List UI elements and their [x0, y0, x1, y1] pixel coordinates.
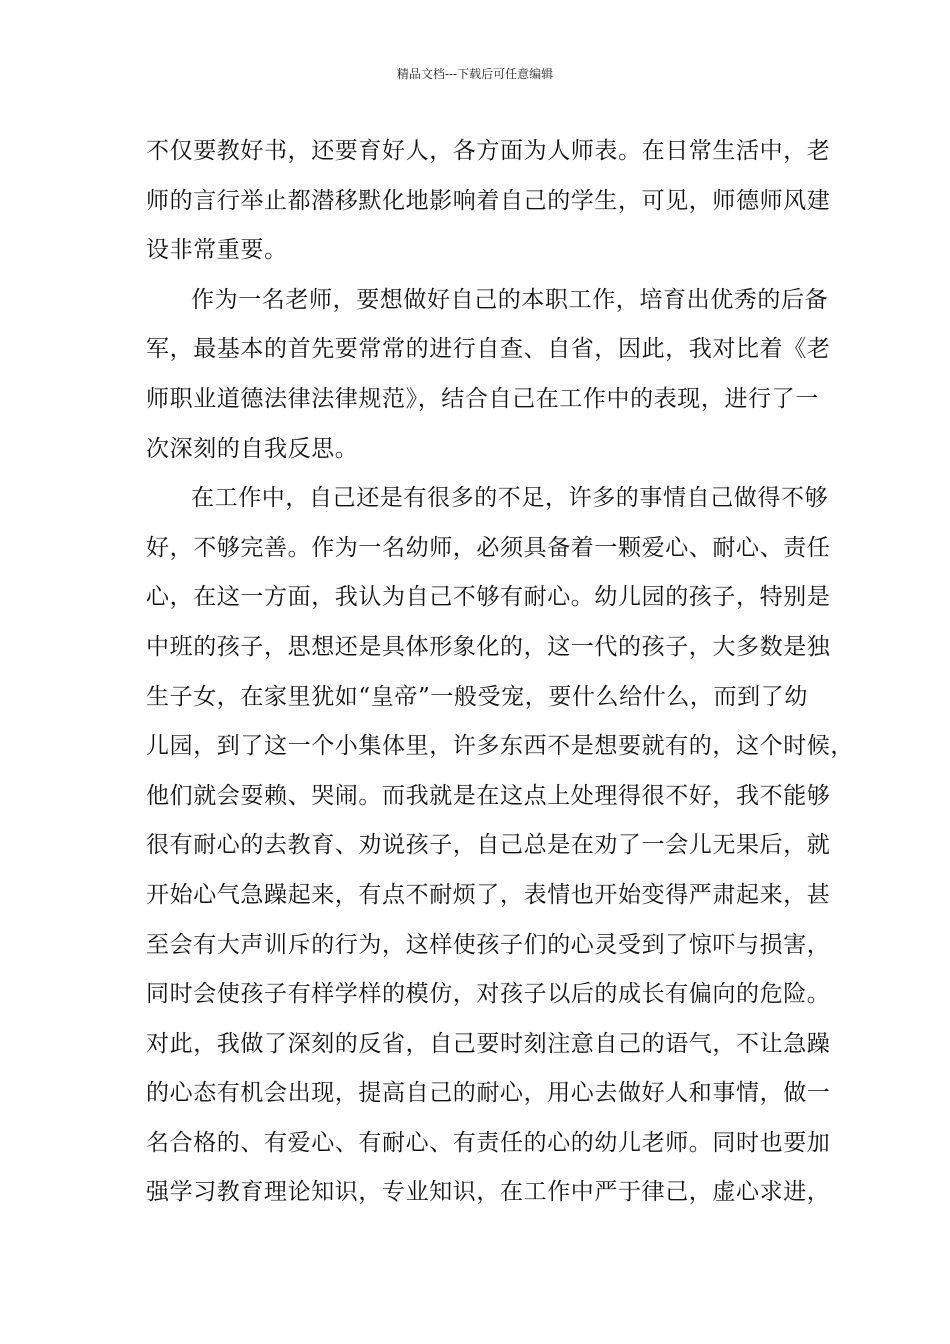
text-line: 的心态有机会出现，提高自己的耐心，用心去做好人和事情，做一 — [146, 1080, 831, 1107]
text-line: 师的言行举止都潜移默化地影响着自己的学生，可见，师德师风建 — [146, 187, 831, 214]
text-line: 儿园，到了这一个小集体里，许多东西不是想要就有的，这个时候， — [146, 733, 854, 760]
text-line: 设非常重要。 — [146, 237, 288, 264]
body-text — [146, 127, 854, 1218]
text-line: 对此，我做了深刻的反省，自己要时刻注意自己的语气，不让急躁 — [146, 1030, 831, 1057]
text-line: 次深刻的自我反思。 — [146, 435, 359, 462]
text-line: 好，不够完善。作为一名幼师，必须具备着一颗爱心、耐心、责任 — [146, 534, 831, 561]
text-line: 师职业道德法律法律规范》，结合自己在工作中的表现，进行了一 — [146, 385, 819, 412]
text-line: 同时会使孩子有样学样的模仿，对孩子以后的成长有偏向的危险。 — [146, 981, 831, 1008]
text-line: 在工作中，自己还是有很多的不足，许多的事情自己做得不够 — [191, 485, 829, 512]
text-line: 作为一名老师，要想做好自己的本职工作，培育出优秀的后备 — [191, 286, 829, 313]
text-line: 名合格的、有爱心、有耐心、有责任的心的幼儿老师。同时也要加 — [146, 1129, 831, 1156]
text-line: 心，在这一方面，我认为自己不够有耐心。幼儿园的孩子，特别是 — [146, 584, 831, 611]
text-line: 他们就会耍赖、哭闹。而我就是在这点上处理得很不好，我不能够 — [146, 782, 831, 809]
text-line: 至会有大声训斥的行为，这样使孩子们的心灵受到了惊吓与损害， — [146, 931, 831, 958]
text-line: 开始心气急躁起来，有点不耐烦了，表情也开始变得严肃起来，甚 — [146, 881, 831, 908]
text-line: 很有耐心的去教育、劝说孩子，自己总是在劝了一会儿无果后，就 — [146, 832, 831, 859]
text-line: 强学习教育理论知识，专业知识，在工作中严于律己，虚心求进， — [146, 1179, 831, 1206]
text-line: 不仅要教好书，还要育好人，各方面为人师表。在日常生活中，老 — [146, 138, 831, 164]
text-line: 军，最基本的首先要常常的进行自查、自省，因此，我对比着《老 — [146, 336, 831, 363]
text-line: 中班的孩子，思想还是具体形象化的，这一代的孩子，大多数是独 — [146, 633, 831, 660]
page-header: 精品文档---下载后可任意编辑 — [396, 67, 554, 81]
text-line: 生子女，在家里犹如“皇帝”一般受宠，要什么给什么，而到了幼 — [146, 683, 808, 710]
